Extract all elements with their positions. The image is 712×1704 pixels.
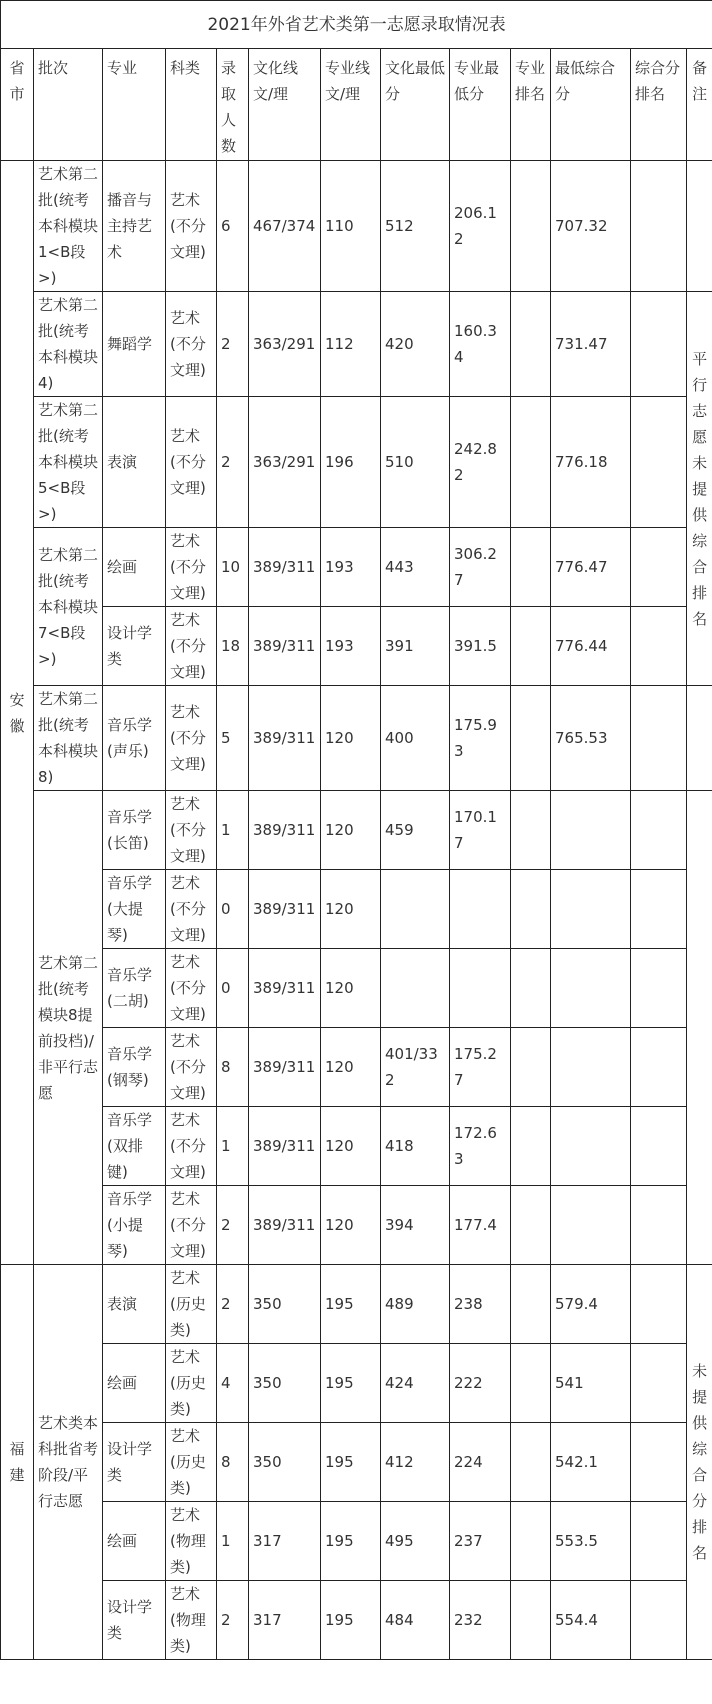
major-rank-cell — [511, 607, 551, 686]
composite-min-cell — [551, 1186, 631, 1265]
major-line-cell: 120 — [321, 791, 381, 870]
category-cell: 艺术(不分文理) — [166, 686, 217, 791]
major-min-cell: 206.12 — [450, 161, 511, 292]
culture-min-cell: 394 — [381, 1186, 450, 1265]
major-cell: 绘画 — [103, 1344, 166, 1423]
major-cell: 音乐学(声乐) — [103, 686, 166, 791]
composite-min-cell — [551, 949, 631, 1028]
header-admitted: 录取人数 — [217, 49, 249, 161]
culture-line-cell: 317 — [249, 1581, 321, 1660]
table-row — [1, 1265, 712, 1344]
major-rank-cell — [511, 1107, 551, 1186]
culture-line-cell: 389/311 — [249, 870, 321, 949]
category-cell: 艺术(不分文理) — [166, 870, 217, 949]
notes-cell — [687, 791, 712, 1265]
culture-min-cell: 443 — [381, 528, 450, 607]
notes-cell — [687, 686, 712, 791]
composite-rank-cell — [631, 528, 687, 607]
admitted-cell: 10 — [217, 528, 249, 607]
composite-min-cell: 776.44 — [551, 607, 631, 686]
province-cell: 福建 — [1, 1265, 34, 1660]
header-row — [1, 49, 712, 161]
table-row — [1, 161, 712, 292]
culture-line-cell: 389/311 — [249, 949, 321, 1028]
header-major-line: 专业线文/理 — [321, 49, 381, 161]
major-cell: 设计学类 — [103, 1423, 166, 1502]
header-batch: 批次 — [34, 49, 103, 161]
culture-min-cell: 401/332 — [381, 1028, 450, 1107]
category-cell: 艺术(物理类) — [166, 1502, 217, 1581]
category-cell: 艺术(不分文理) — [166, 1028, 217, 1107]
admitted-cell: 18 — [217, 607, 249, 686]
major-line-cell: 120 — [321, 1028, 381, 1107]
header-culture-line: 文化线文/理 — [249, 49, 321, 161]
major-cell: 绘画 — [103, 528, 166, 607]
culture-min-cell: 424 — [381, 1344, 450, 1423]
category-cell: 艺术(物理类) — [166, 1581, 217, 1660]
table-row — [1, 1423, 712, 1502]
culture-min-cell: 510 — [381, 397, 450, 528]
header-province: 省市 — [1, 49, 34, 161]
category-cell: 艺术(历史类) — [166, 1265, 217, 1344]
table-row — [1, 870, 712, 949]
major-line-cell: 195 — [321, 1502, 381, 1581]
major-min-cell — [450, 870, 511, 949]
major-cell: 设计学类 — [103, 1581, 166, 1660]
major-min-cell: 306.27 — [450, 528, 511, 607]
major-cell: 音乐学(钢琴) — [103, 1028, 166, 1107]
composite-rank-cell — [631, 1186, 687, 1265]
composite-rank-cell — [631, 870, 687, 949]
composite-rank-cell — [631, 292, 687, 397]
culture-min-cell: 418 — [381, 1107, 450, 1186]
header-composite-rank: 综合分排名 — [631, 49, 687, 161]
header-composite-min: 最低综合分 — [551, 49, 631, 161]
table-row — [1, 292, 712, 397]
major-rank-cell — [511, 1344, 551, 1423]
table-row — [1, 1581, 712, 1660]
composite-min-cell: 776.18 — [551, 397, 631, 528]
composite-rank-cell — [631, 1028, 687, 1107]
major-min-cell: 177.4 — [450, 1186, 511, 1265]
major-rank-cell — [511, 949, 551, 1028]
composite-rank-cell — [631, 686, 687, 791]
major-cell: 播音与主持艺术 — [103, 161, 166, 292]
culture-min-cell — [381, 870, 450, 949]
admitted-cell: 1 — [217, 1502, 249, 1581]
major-rank-cell — [511, 528, 551, 607]
major-rank-cell — [511, 161, 551, 292]
notes-cell: 未提供综合分排名 — [687, 1265, 712, 1660]
major-cell: 音乐学(小提琴) — [103, 1186, 166, 1265]
composite-min-cell: 765.53 — [551, 686, 631, 791]
major-cell: 舞蹈学 — [103, 292, 166, 397]
major-min-cell: 391.5 — [450, 607, 511, 686]
category-cell: 艺术(历史类) — [166, 1344, 217, 1423]
major-cell: 音乐学(双排键) — [103, 1107, 166, 1186]
major-min-cell: 237 — [450, 1502, 511, 1581]
major-min-cell: 232 — [450, 1581, 511, 1660]
category-cell: 艺术(不分文理) — [166, 949, 217, 1028]
culture-line-cell: 389/311 — [249, 1186, 321, 1265]
province-cell: 安徽 — [1, 161, 34, 1265]
composite-min-cell: 542.1 — [551, 1423, 631, 1502]
header-notes: 备注 — [687, 49, 712, 161]
culture-line-cell: 317 — [249, 1502, 321, 1581]
major-cell: 表演 — [103, 397, 166, 528]
major-line-cell: 120 — [321, 949, 381, 1028]
composite-rank-cell — [631, 397, 687, 528]
table-row — [1, 1186, 712, 1265]
admitted-cell: 0 — [217, 870, 249, 949]
admitted-cell: 5 — [217, 686, 249, 791]
culture-line-cell: 389/311 — [249, 686, 321, 791]
major-line-cell: 120 — [321, 1186, 381, 1265]
batch-cell: 艺术第二批(统考本科模块8) — [34, 686, 103, 791]
composite-min-cell: 554.4 — [551, 1581, 631, 1660]
composite-rank-cell — [631, 1107, 687, 1186]
table-row — [1, 791, 712, 870]
composite-rank-cell — [631, 1502, 687, 1581]
major-rank-cell — [511, 397, 551, 528]
major-rank-cell — [511, 1186, 551, 1265]
major-line-cell: 112 — [321, 292, 381, 397]
composite-rank-cell — [631, 1581, 687, 1660]
admitted-cell: 2 — [217, 1265, 249, 1344]
admitted-cell: 2 — [217, 1581, 249, 1660]
table-row — [1, 686, 712, 791]
major-line-cell: 193 — [321, 528, 381, 607]
table-row — [1, 1107, 712, 1186]
culture-line-cell: 389/311 — [249, 607, 321, 686]
culture-line-cell: 363/291 — [249, 397, 321, 528]
major-line-cell: 195 — [321, 1344, 381, 1423]
composite-min-cell — [551, 1107, 631, 1186]
major-min-cell: 238 — [450, 1265, 511, 1344]
admitted-cell: 2 — [217, 1186, 249, 1265]
culture-line-cell: 350 — [249, 1265, 321, 1344]
composite-rank-cell — [631, 161, 687, 292]
culture-line-cell: 389/311 — [249, 1107, 321, 1186]
culture-line-cell: 363/291 — [249, 292, 321, 397]
major-min-cell: 224 — [450, 1423, 511, 1502]
category-cell: 艺术(不分文理) — [166, 607, 217, 686]
composite-min-cell: 731.47 — [551, 292, 631, 397]
major-cell: 表演 — [103, 1265, 166, 1344]
admitted-cell: 6 — [217, 161, 249, 292]
header-major: 专业 — [103, 49, 166, 161]
admitted-cell: 2 — [217, 397, 249, 528]
composite-rank-cell — [631, 607, 687, 686]
table-row — [1, 528, 712, 607]
notes-cell: 平行志愿未提供综合排名 — [687, 292, 712, 686]
culture-line-cell: 350 — [249, 1344, 321, 1423]
culture-line-cell: 350 — [249, 1423, 321, 1502]
composite-rank-cell — [631, 1344, 687, 1423]
culture-line-cell: 389/311 — [249, 791, 321, 870]
category-cell: 艺术(不分文理) — [166, 292, 217, 397]
major-min-cell — [450, 949, 511, 1028]
major-cell: 音乐学(大提琴) — [103, 870, 166, 949]
major-min-cell: 160.34 — [450, 292, 511, 397]
major-min-cell: 175.93 — [450, 686, 511, 791]
composite-min-cell: 707.32 — [551, 161, 631, 292]
major-min-cell: 222 — [450, 1344, 511, 1423]
category-cell: 艺术(不分文理) — [166, 397, 217, 528]
major-rank-cell — [511, 1265, 551, 1344]
culture-min-cell: 495 — [381, 1502, 450, 1581]
major-line-cell: 195 — [321, 1265, 381, 1344]
composite-min-cell — [551, 870, 631, 949]
notes-cell — [687, 161, 712, 292]
major-min-cell: 175.27 — [450, 1028, 511, 1107]
header-category: 科类 — [166, 49, 217, 161]
table-row — [1, 949, 712, 1028]
batch-cell: 艺术类本科批省考阶段/平行志愿 — [34, 1265, 103, 1660]
composite-rank-cell — [631, 1423, 687, 1502]
table-row — [1, 1344, 712, 1423]
admitted-cell: 8 — [217, 1028, 249, 1107]
composite-min-cell: 541 — [551, 1344, 631, 1423]
composite-rank-cell — [631, 791, 687, 870]
culture-line-cell: 467/374 — [249, 161, 321, 292]
admitted-cell: 8 — [217, 1423, 249, 1502]
batch-cell: 艺术第二批(统考本科模块5<B段>) — [34, 397, 103, 528]
culture-line-cell: 389/311 — [249, 1028, 321, 1107]
major-rank-cell — [511, 1423, 551, 1502]
composite-min-cell: 579.4 — [551, 1265, 631, 1344]
category-cell: 艺术(历史类) — [166, 1423, 217, 1502]
major-min-cell: 242.82 — [450, 397, 511, 528]
culture-min-cell: 512 — [381, 161, 450, 292]
table-row — [1, 607, 712, 686]
category-cell: 艺术(不分文理) — [166, 1107, 217, 1186]
major-line-cell: 196 — [321, 397, 381, 528]
category-cell: 艺术(不分文理) — [166, 791, 217, 870]
major-line-cell: 120 — [321, 1107, 381, 1186]
header-culture-min: 文化最低分 — [381, 49, 450, 161]
major-rank-cell — [511, 1581, 551, 1660]
composite-min-cell: 553.5 — [551, 1502, 631, 1581]
admitted-cell: 1 — [217, 791, 249, 870]
culture-min-cell: 484 — [381, 1581, 450, 1660]
major-cell: 音乐学(长笛) — [103, 791, 166, 870]
culture-min-cell — [381, 949, 450, 1028]
major-cell: 设计学类 — [103, 607, 166, 686]
category-cell: 艺术(不分文理) — [166, 1186, 217, 1265]
header-major-min: 专业最低分 — [450, 49, 511, 161]
major-min-cell: 172.63 — [450, 1107, 511, 1186]
major-line-cell: 195 — [321, 1423, 381, 1502]
major-line-cell: 120 — [321, 870, 381, 949]
major-rank-cell — [511, 686, 551, 791]
culture-min-cell: 391 — [381, 607, 450, 686]
major-cell: 绘画 — [103, 1502, 166, 1581]
composite-rank-cell — [631, 949, 687, 1028]
major-cell: 音乐学(二胡) — [103, 949, 166, 1028]
admitted-cell: 2 — [217, 292, 249, 397]
composite-min-cell — [551, 791, 631, 870]
major-rank-cell — [511, 292, 551, 397]
composite-rank-cell — [631, 1265, 687, 1344]
admitted-cell: 4 — [217, 1344, 249, 1423]
major-rank-cell — [511, 870, 551, 949]
category-cell: 艺术(不分文理) — [166, 528, 217, 607]
major-line-cell: 120 — [321, 686, 381, 791]
header-major-rank: 专业排名 — [511, 49, 551, 161]
table-title: 2021年外省艺术类第一志愿录取情况表 — [1, 1, 712, 49]
culture-min-cell: 459 — [381, 791, 450, 870]
culture-min-cell: 412 — [381, 1423, 450, 1502]
major-line-cell: 110 — [321, 161, 381, 292]
major-rank-cell — [511, 1502, 551, 1581]
culture-line-cell: 389/311 — [249, 528, 321, 607]
composite-min-cell — [551, 1028, 631, 1107]
major-line-cell: 193 — [321, 607, 381, 686]
batch-cell: 艺术第二批(统考本科模块4) — [34, 292, 103, 397]
category-cell: 艺术(不分文理) — [166, 161, 217, 292]
major-line-cell: 195 — [321, 1581, 381, 1660]
batch-cell: 艺术第二批(统考模块8提前投档)/非平行志愿 — [34, 791, 103, 1265]
major-rank-cell — [511, 1028, 551, 1107]
culture-min-cell: 489 — [381, 1265, 450, 1344]
batch-cell: 艺术第二批(统考本科模块1<B段>) — [34, 161, 103, 292]
major-rank-cell — [511, 791, 551, 870]
table-row — [1, 1502, 712, 1581]
culture-min-cell: 420 — [381, 292, 450, 397]
batch-cell: 艺术第二批(统考本科模块7<B段>) — [34, 528, 103, 686]
composite-min-cell: 776.47 — [551, 528, 631, 607]
major-min-cell: 170.17 — [450, 791, 511, 870]
table-row — [1, 397, 712, 528]
culture-min-cell: 400 — [381, 686, 450, 791]
admitted-cell: 1 — [217, 1107, 249, 1186]
admitted-cell: 0 — [217, 949, 249, 1028]
table-row — [1, 1028, 712, 1107]
